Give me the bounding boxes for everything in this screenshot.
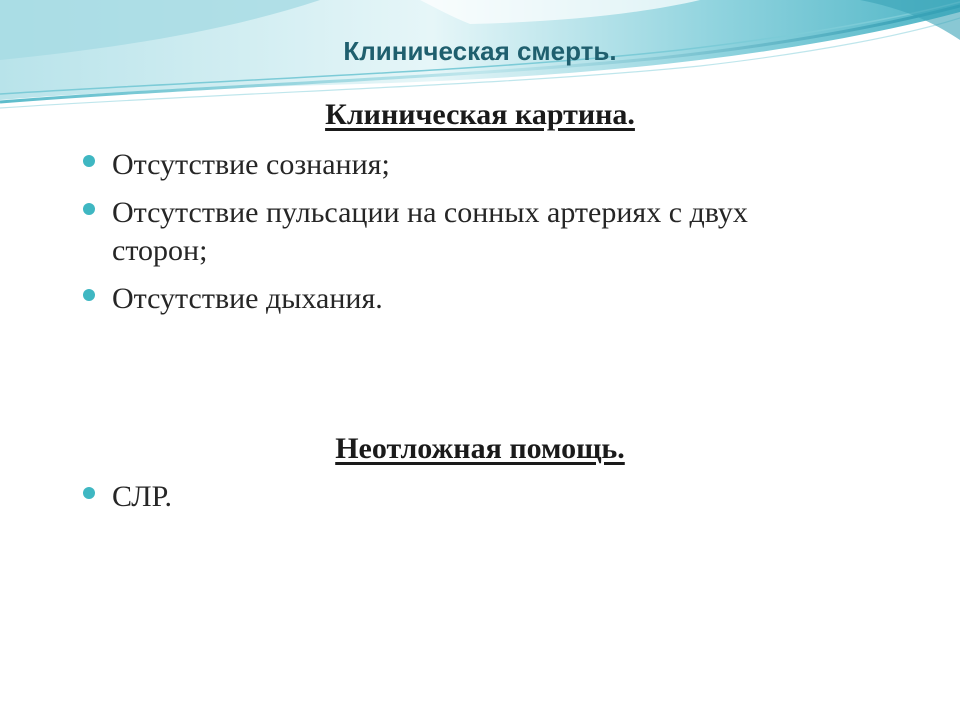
list-item-text: Отсутствие пульсации на сонных артериях с двух сторон;: [112, 196, 748, 267]
clinical-signs-list: [80, 146, 840, 328]
bullet-dot-icon: [83, 487, 95, 499]
slide-title: Клиническая смерть.: [343, 36, 617, 66]
bullet-dot-icon: [83, 155, 95, 167]
list-item-text: Отсутствие дыхания.: [112, 282, 383, 315]
list-item-text: Отсутствие сознания;: [112, 148, 390, 181]
emergency-care-list: [80, 478, 840, 526]
list-item-text: СЛР.: [112, 480, 173, 513]
list-item: [80, 194, 840, 270]
list-item: [80, 478, 840, 516]
section-heading-clinical-picture: Клиническая картина.: [325, 98, 635, 131]
bullet-dot-icon: [83, 203, 95, 215]
bullet-dot-icon: [83, 289, 95, 301]
list-item: [80, 146, 840, 184]
section-heading-emergency-care: Неотложная помощь.: [335, 432, 625, 465]
list-item: [80, 280, 840, 318]
